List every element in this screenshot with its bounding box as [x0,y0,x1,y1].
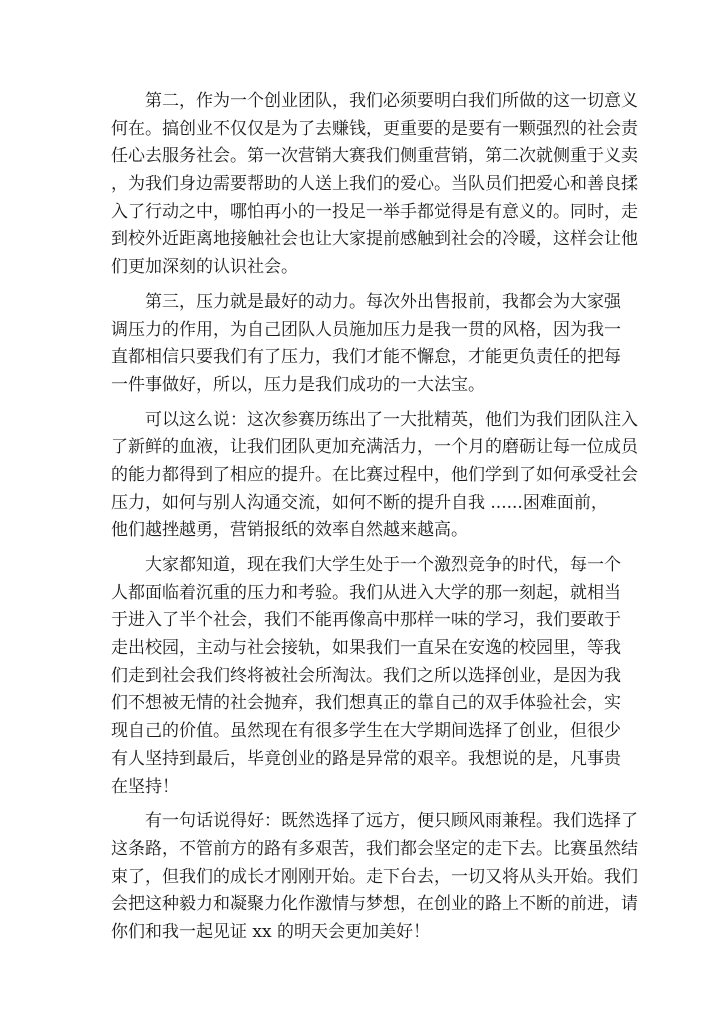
text-line: 何在。搞创业不仅仅是为了去赚钱，更重要的是要有一颗强烈的社会责 [111,118,638,139]
text-line: 们不想被无情的社会抛弃，我们想真正的靠自己的双手体验社会，实 [111,693,621,714]
text-line: 调压力的作用，为自己团队人员施加压力是我一贯的风格，因为我一 [111,319,621,340]
text-line: 这条路，不管前方的路有多艰苦，我们都会坚定的走下去。比赛虽然结 [111,838,638,859]
text-line: 走出校园，主动与社会接轨，如果我们一直呆在安逸的校园里，等我 [111,638,621,659]
text-line: 他们越挫越勇，营销报纸的效率自然越来越高。 [111,520,468,541]
text-line: 的能力都得到了相应的提升。在比赛过程中，他们学到了如何承受社会 [111,464,638,485]
paragraph-1 [111,88,638,282]
text-line: 直都相信只要我们有了压力，我们才能不懈怠，才能更负责任的把每 [111,347,621,368]
paragraph-4 [111,552,621,801]
text-line: 会把这种毅力和凝聚力化作激情与梦想，在创业的路上不断的前进，请 [111,894,638,915]
text-line: 束了，但我们的成长才刚刚开始。走下台去，一切又将从头开始。我们 [111,866,638,887]
text-line: 可以这么说：这次参赛历练出了一大批精英，他们为我们团队注入 [145,409,638,430]
text-line: 第三，压力就是最好的动力。每次外出售报前，我都会为大家强 [145,291,621,312]
text-line: 任心去服务社会。第一次营销大赛我们侧重营销，第二次就侧重于义卖 [111,146,638,167]
text-line: 入了行动之中，哪怕再小的一投足一举手都觉得是有意义的。同时，走 [111,201,638,222]
text-line: 有人坚持到最后，毕竟创业的路是异常的艰辛。我想说的是，凡事贵 [111,748,621,769]
text-line: 了新鲜的血液，让我们团队更加充满活力，一个月的磨砺让每一位成员 [111,437,638,458]
text-line: 于进入了半个社会，我们不能再像高中那样一味的学习，我们要敢于 [111,610,621,631]
text-line: 到校外近距离地接触社会也让大家提前感触到社会的冷暖，这样会让他 [111,229,638,250]
text-line: 人都面临着沉重的压力和考验。我们从进入大学的那一刻起，就相当 [111,582,621,603]
text-line: ，为我们身边需要帮助的人送上我们的爱心。当队员们把爱心和善良揉 [111,174,638,195]
paragraph-2 [111,289,621,400]
text-line: 有一句话说得好：既然选择了远方，便只顾风雨兼程。我们选择了 [145,811,638,832]
text-line: 压力，如何与别人沟通交流，如何不断的提升自我 ......困难面前， [111,492,608,513]
text-line: 大家都知道，现在我们大学生处于一个激烈竞争的时代，每一个 [145,555,621,575]
text-line: 现自己的价值。虽然现在有很多学生在大学期间选择了创业，但很少 [111,721,621,742]
text-line: 你们和我一起见证 xx 的明天会更加美好！ [111,921,430,942]
text-line: 一件事做好，所以，压力是我们成功的一大法宝。 [111,374,485,395]
paragraph-3 [111,407,638,545]
document-body [111,88,638,954]
text-line: 第二，作为一个创业团队，我们必须要明白我们所做的这一切意义 [145,91,638,111]
paragraph-5 [111,808,638,946]
text-line: 们更加深刻的认识社会。 [111,257,298,278]
text-line: 在坚持！ [111,776,179,797]
text-line: 们走到社会我们终将被社会所淘汰。我们之所以选择创业，是因为我 [111,665,621,686]
